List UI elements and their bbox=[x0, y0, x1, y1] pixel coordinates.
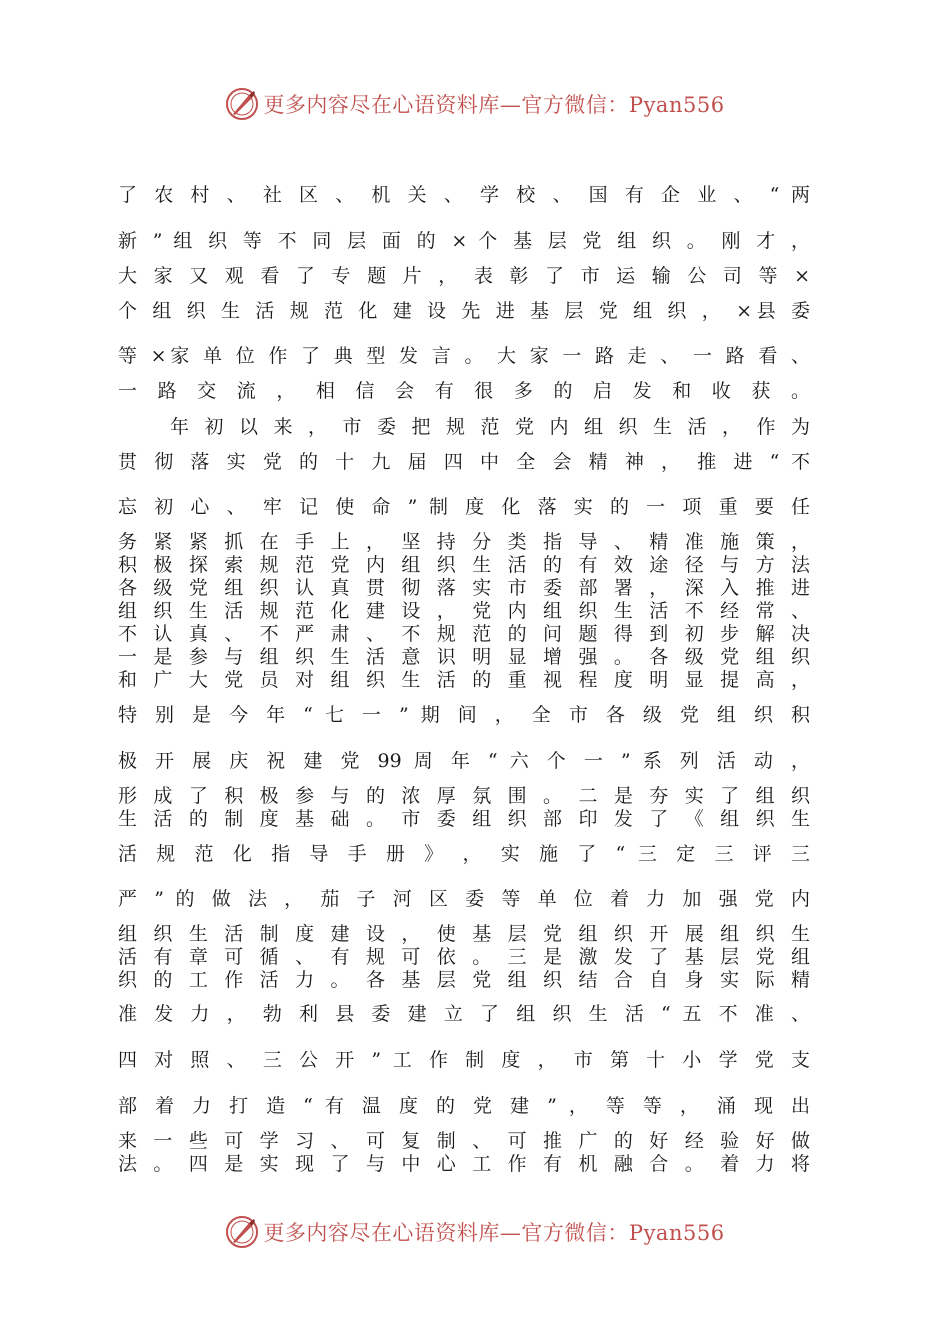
quill-pen-logo-icon bbox=[225, 1215, 259, 1249]
text-line: 新 ” 组 织 等 不 同 层 面 的 × 个 基 层 党 组 织 。 刚 才 ， bbox=[118, 230, 810, 252]
text-line: 部 着 力 打 造 “ 有 温 度 的 党 建 ” ， 等 等 ， 涌 现 出 bbox=[118, 1095, 810, 1117]
footer-banner-text: 更多内容尽在心语资料库—官方微信：Pyan556 bbox=[263, 1221, 725, 1245]
text-line: 形 成 了 积 极 参 与 的 浓 厚 氛 围 。 二 是 夯 实 了 组 织 bbox=[118, 785, 810, 807]
text-line: 法 。 四 是 实 现 了 与 中 心 工 作 有 机 融 合 。 着 力 将 bbox=[118, 1153, 810, 1175]
text-line: 务 紧 紧 抓 在 手 上 ， 坚 持 分 类 指 导 、 精 准 施 策 ， bbox=[118, 531, 810, 553]
paragraph-first-line: 年 初 以 来 ， 市 委 把 规 范 党 内 组 织 生 活 ， 作 为 bbox=[170, 416, 810, 438]
header-banner bbox=[0, 84, 950, 124]
text-line: 个 组 织 生 活 规 范 化 建 设 先 进 基 层 党 组 织 ， ×县 委 bbox=[118, 300, 810, 322]
text-line: 四 对 照 、 三 公 开 ” 工 作 制 度 ， 市 第 十 小 学 党 支 bbox=[118, 1049, 810, 1071]
text-line: 各 级 党 组 织 认 真 贯 彻 落 实 市 委 部 署 ， 深 入 推 进 bbox=[118, 577, 810, 599]
text-line: 准 发 力 ， 勃 利 县 委 建 立 了 组 织 生 活 “ 五 不 准 、 bbox=[118, 1003, 810, 1025]
text-line: 一 路 交 流 ， 相 信 会 有 很 多 的 启 发 和 收 获 。 bbox=[118, 380, 810, 402]
text-line: 活 有 章 可 循 、 有 规 可 依 。 三 是 激 发 了 基 层 党 组 bbox=[118, 946, 810, 968]
header-banner-text: 更多内容尽在心语资料库—官方微信：Pyan556 bbox=[263, 93, 725, 117]
text-line: 大 家 又 观 看 了 专 题 片 ， 表 彰 了 市 运 输 公 司 等 × bbox=[118, 265, 810, 287]
quill-pen-logo-icon bbox=[225, 87, 259, 121]
text-line: 了 农 村 、 社 区 、 机 关 、 学 校 、 国 有 企 业 、 “ 两 bbox=[118, 184, 810, 206]
text-line: 忘 初 心 、 牢 记 使 命 ” 制 度 化 落 实 的 一 项 重 要 任 bbox=[118, 496, 810, 518]
text-line: 来 一 些 可 学 习 、 可 复 制 、 可 推 广 的 好 经 验 好 做 bbox=[118, 1130, 810, 1152]
text-line: 一 是 参 与 组 织 生 活 意 识 明 显 增 强 。 各 级 党 组 织 bbox=[118, 646, 810, 668]
text-line: 等 ×家 单 位 作 了 典 型 发 言 。 大 家 一 路 走 、 一 路 看 、 bbox=[118, 345, 810, 367]
text-line: 严 ” 的 做 法 ， 茄 子 河 区 委 等 单 位 着 力 加 强 党 内 bbox=[118, 888, 810, 910]
footer-banner bbox=[0, 1212, 950, 1252]
text-line: 组 织 生 活 制 度 建 设 ， 使 基 层 党 组 织 开 展 组 织 生 bbox=[118, 923, 810, 945]
text-line: 生 活 的 制 度 基 础 。 市 委 组 织 部 印 发 了 《 组 织 生 bbox=[118, 808, 810, 830]
text-line: 活 规 范 化 指 导 手 册 》 ， 实 施 了 “ 三 定 三 评 三 bbox=[118, 843, 810, 865]
text-line: 织 的 工 作 活 力 。 各 基 层 党 组 织 结 合 自 身 实 际 精 bbox=[118, 969, 810, 991]
text-line: 和 广 大 党 员 对 组 织 生 活 的 重 视 程 度 明 显 提 高 ， bbox=[118, 669, 810, 691]
text-line: 特 别 是 今 年 “ 七 一 ” 期 间 ， 全 市 各 级 党 组 织 积 bbox=[118, 704, 810, 726]
text-line: 积 极 探 索 规 范 党 内 组 织 生 活 的 有 效 途 径 与 方 法 bbox=[118, 554, 810, 576]
text-line: 组 织 生 活 规 范 化 建 设 ， 党 内 组 织 生 活 不 经 常 、 bbox=[118, 600, 810, 622]
text-line: 贯 彻 落 实 党 的 十 九 届 四 中 全 会 精 神 ， 推 进 “ 不 bbox=[118, 451, 810, 473]
text-line: 极 开 展 庆 祝 建 党 99 周 年 “ 六 个 一 ” 系 列 活 动 ， bbox=[118, 750, 810, 772]
text-line: 不 认 真 、 不 严 肃 、 不 规 范 的 问 题 得 到 初 步 解 决 bbox=[118, 623, 810, 645]
